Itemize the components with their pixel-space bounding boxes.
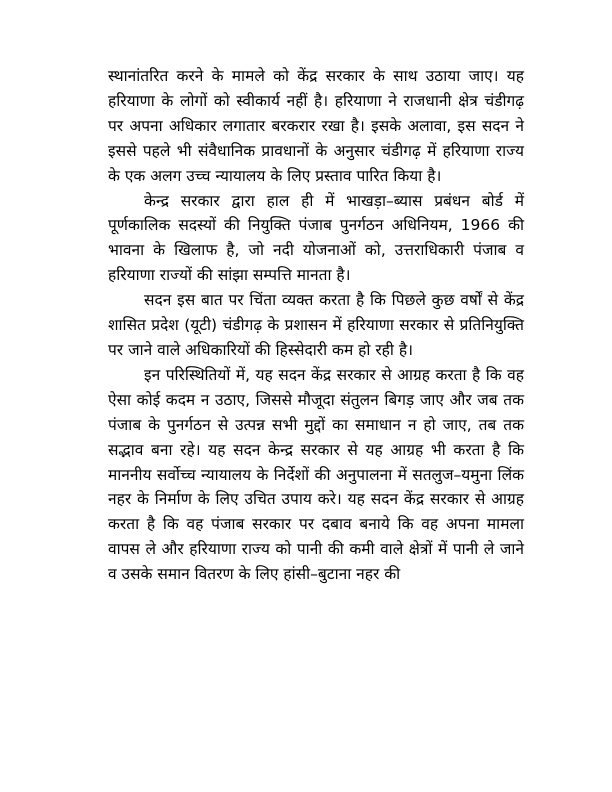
paragraph-4: इन परिस्थितियों में, यह सदन केंद्र सरकार से आग्रह करता है कि वह ऐसा कोई कदम न उठाए, जिससे मौजूदा संतुलन बिगड़ जाए और जब तक पंजाब के पुनर्गठन से उत्पन्न सभी मुद्दों का समाधान न हो जाए, तब तक सद्भाव बना रहे। यह सदन केन्द्र सरकार से यह आग्रह भी करता है कि माननीय सर्वोच्च न्यायालय के निर्देशों की अनुपालना में सतलुज–यमुना लिंक नहर के निर्माण के लिए उचित उपाय करे। यह सदन केंद्र सरकार से आग्रह करता है कि वह पंजाब सरकार पर दबाव बनाये कि वह अपना मामला वापस ले और हरियाणा राज्य को पानी की कमी वाले क्षेत्रों में पानी ले जाने व उसके समान वितरण के लिए हांसी–बुटाना नहर की xyxy=(108,365,524,584)
paragraph-3: सदन इस बात पर चिंता व्यक्त करता है कि पिछले कुछ वर्षों से केंद्र शासित प्रदेश (यूटी) चंडीगढ़ के प्रशासन में हरियाणा सरकार से प्रतिनियुक्ति पर जाने वाले अधिकारियों की हिस्सेदारी कम हो रही है। xyxy=(108,291,524,359)
paragraph-1: स्थानांतरित करने के मामले को केंद्र सरकार के साथ उठाया जाए। यह हरियाणा के लोगों को स्वीकार्य नहीं है। हरियाणा ने राजधानी क्षेत्र चंडीगढ़ पर अपना अधिकार लगातार बरकरार रखा है। इसके अलावा, इस सदन ने इससे पहले भी संवैधानिक प्रावधानों के अनुसार चंडीगढ़ में हरियाणा राज्य के एक अलग उच्च न्यायालय के लिए प्रस्ताव पारित किया है। xyxy=(108,67,524,185)
document-body xyxy=(108,64,524,587)
paragraph-2: केन्द्र सरकार द्वारा हाल ही में भाखड़ा–ब्यास प्रबंधन बोर्ड में पूर्णकालिक सदस्यों की नियुक्ति पंजाब पुनर्गठन अधिनियम, 1966 की भावना के खिलाफ है, जो नदी योजनाओं को, उत्तराधिकारी पंजाब व हरियाणा राज्यों की सांझा सम्पत्ति मानता है। xyxy=(108,191,524,285)
